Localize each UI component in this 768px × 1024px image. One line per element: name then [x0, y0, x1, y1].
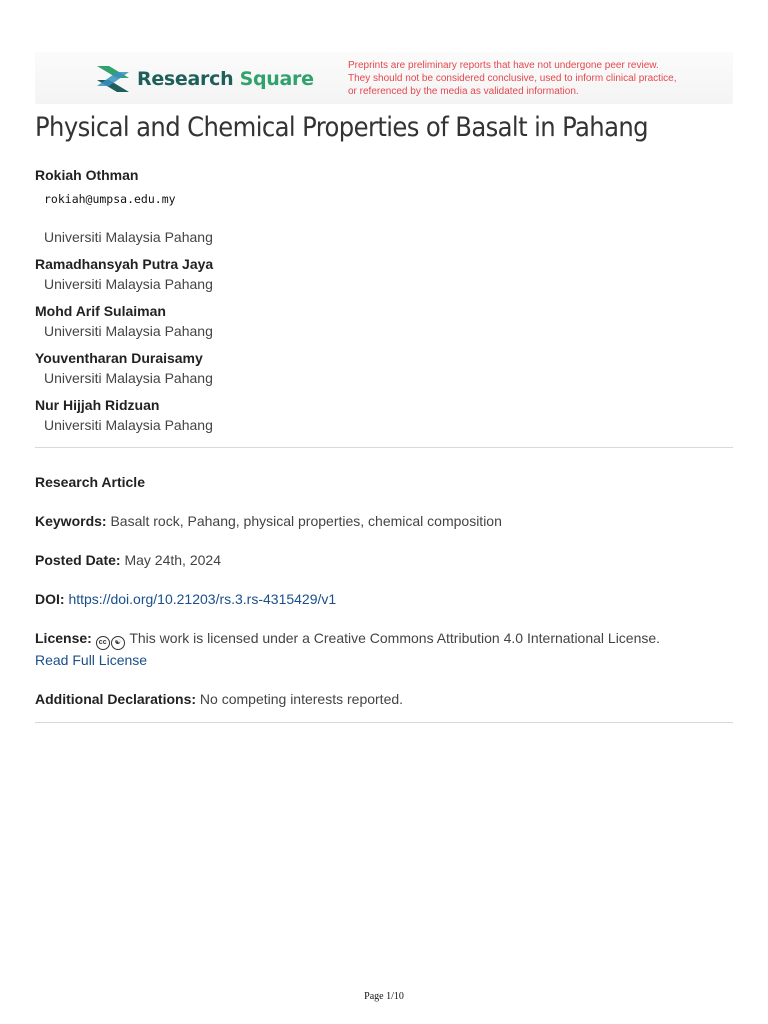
- author-name[interactable]: Nur Hijjah Ridzuan: [35, 397, 160, 413]
- author-entry: [35, 254, 733, 294]
- author-entry: [35, 348, 733, 388]
- page-number: Page 1/10: [364, 991, 404, 1002]
- author-entry: [35, 301, 733, 341]
- keywords-row: [35, 511, 733, 531]
- header-banner: [35, 52, 733, 104]
- declarations-row: [35, 689, 733, 709]
- declarations-value: No competing interests reported.: [199, 691, 404, 707]
- author-affiliation: Universiti Malaysia Pahang: [44, 323, 213, 339]
- author-name[interactable]: Ramadhansyah Putra Jaya: [35, 256, 214, 272]
- article-type-row: [35, 472, 733, 492]
- logo-word-square: Square: [239, 68, 314, 90]
- attribution-icon: ☯: [111, 636, 125, 650]
- author-email[interactable]: rokiah@umpsa.edu.my: [44, 192, 176, 206]
- license-row: [35, 628, 733, 670]
- notice-line: They should not be considered conclusive, used to inform clinical practice,: [348, 73, 677, 84]
- doi-row: [35, 589, 733, 609]
- keywords-label: Keywords:: [35, 513, 107, 529]
- read-full-license-link[interactable]: Read Full License: [35, 652, 148, 668]
- posted-date-value: May 24th, 2024: [124, 552, 221, 568]
- keywords-value: Basalt rock, Pahang, physical properties, chemical composition: [110, 513, 502, 529]
- article-type: Research Article: [35, 474, 145, 490]
- document-page: [35, 52, 733, 723]
- preprint-notice: [348, 59, 677, 98]
- logo-word-research: Research: [137, 68, 234, 90]
- license-label: License:: [35, 630, 92, 646]
- author-name[interactable]: Rokiah Othman: [35, 167, 139, 183]
- author-affiliation: Universiti Malaysia Pahang: [44, 370, 213, 386]
- author-affiliation: Universiti Malaysia Pahang: [44, 417, 213, 433]
- divider-bottom: [35, 722, 733, 723]
- author-name[interactable]: Youventharan Duraisamy: [35, 350, 203, 366]
- declarations-label: Additional Declarations:: [35, 691, 197, 707]
- doi-link[interactable]: https://doi.org/10.21203/rs.3.rs-4315429/v1: [68, 591, 337, 607]
- divider-top: [35, 447, 733, 448]
- author-name[interactable]: Mohd Arif Sulaiman: [35, 303, 166, 319]
- author-affiliation: Universiti Malaysia Pahang: [44, 276, 213, 292]
- research-square-logo[interactable]: [95, 64, 314, 94]
- notice-line: or referenced by the media as validated information.: [348, 86, 579, 97]
- posted-date-row: [35, 550, 733, 570]
- creative-commons-icon: cc: [96, 636, 110, 650]
- logo-wordmark: [137, 68, 314, 90]
- author-affiliation: Universiti Malaysia Pahang: [44, 229, 213, 245]
- posted-date-label: Posted Date:: [35, 552, 121, 568]
- author-entry: [35, 395, 733, 435]
- article-metadata: [35, 472, 733, 709]
- author-entry: [35, 165, 733, 247]
- license-text: This work is licensed under a Creative Commons Attribution 4.0 International License.: [129, 630, 661, 646]
- author-list: [35, 165, 733, 435]
- notice-line: Preprints are preliminary reports that have not undergone peer review.: [348, 60, 659, 71]
- doi-label: DOI:: [35, 591, 65, 607]
- article-title: Physical and Chemical Properties of Basalt in Pahang: [35, 112, 649, 143]
- research-square-logo-icon: [95, 64, 131, 94]
